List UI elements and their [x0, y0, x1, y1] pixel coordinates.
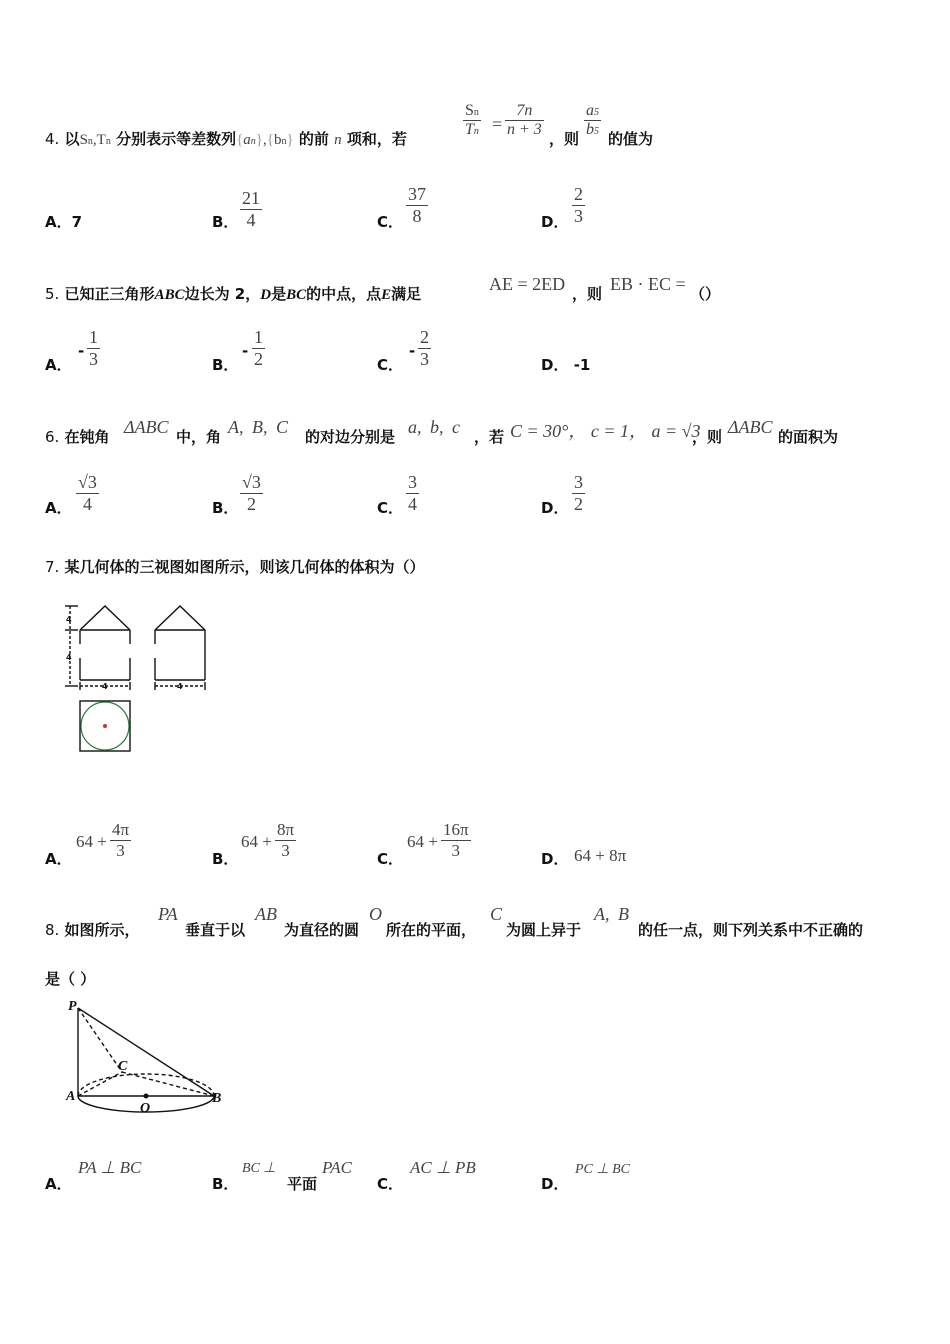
- q5-option-a[interactable]: $\frac{1}{3}$: [89, 327, 98, 369]
- q5-option-b[interactable]: $\frac{1}{2}$: [254, 327, 263, 369]
- three-view-figure: [62, 600, 222, 760]
- q4-frac-7n: $\frac{7n}{n + 3}$: [507, 102, 542, 138]
- q6-option-d-label[interactable]: D．: [541, 499, 569, 517]
- dim-label: 4: [177, 682, 183, 691]
- q4-option-d[interactable]: $\frac{2}{3}$: [574, 184, 583, 226]
- q6-option-d[interactable]: $\frac{3}{2}$: [574, 472, 583, 514]
- q8-option-c-label[interactable]: C．: [377, 1175, 404, 1193]
- q4-option-c[interactable]: $\frac{37}{8}$: [408, 184, 426, 226]
- q6-option-c[interactable]: $\frac{3}{4}$: [408, 472, 417, 514]
- q7-option-c-label[interactable]: C．: [377, 850, 404, 868]
- q8-option-a-label[interactable]: A．: [45, 1175, 72, 1193]
- q5-option-a-label[interactable]: A．: [45, 356, 72, 374]
- q7-stem: 7. 某几何体的三视图如图所示，则该几何体的体积为（）: [45, 558, 425, 576]
- q7-option-a[interactable]: $\frac{4\pi}{3}$: [112, 820, 130, 860]
- point-label-p: P: [68, 999, 77, 1014]
- q4-option-c-label[interactable]: C．: [377, 213, 404, 231]
- q7-option-d[interactable]: 64 + 8π: [574, 846, 627, 865]
- q4-option-d-label[interactable]: D．: [541, 213, 569, 231]
- q7-option-d-label[interactable]: D．: [541, 850, 569, 868]
- point-label-c: C: [118, 1059, 128, 1074]
- q8-option-b[interactable]: BC ⊥: [242, 1161, 276, 1176]
- q8-option-a[interactable]: PA ⊥ BC: [78, 1158, 142, 1177]
- q7-option-a-label[interactable]: A．: [45, 850, 72, 868]
- dim-label: 4: [66, 653, 72, 662]
- q6-option-a[interactable]: $\frac{√3}{4}$: [78, 472, 97, 514]
- dim-label: 4: [102, 682, 108, 691]
- q7-option-b-label[interactable]: B．: [212, 850, 239, 868]
- geometry-figure: [62, 996, 232, 1121]
- q4-option-b-label[interactable]: B．: [212, 213, 239, 231]
- q5-option-c[interactable]: $\frac{2}{3}$: [420, 327, 429, 369]
- q6-option-c-label[interactable]: C．: [377, 499, 404, 517]
- q4-frac-st: $\frac{Sn}{Tn}$: [465, 102, 479, 138]
- q6-option-b-label[interactable]: B．: [212, 499, 239, 517]
- point-label-a: A: [66, 1089, 76, 1104]
- q6-option-b[interactable]: $\frac{√3}{2}$: [242, 472, 261, 514]
- q8-option-c[interactable]: AC ⊥ PB: [410, 1158, 476, 1177]
- point-label-b: B: [212, 1091, 222, 1106]
- q4-frac-ab: $\frac{a5}{b5}$: [586, 102, 599, 138]
- q8-option-d-label[interactable]: D．: [541, 1175, 569, 1193]
- q4-option-b[interactable]: $\frac{21}{4}$: [242, 188, 260, 230]
- q5-option-b-label[interactable]: B．: [212, 356, 239, 374]
- q7-option-b[interactable]: $\frac{8\pi}{3}$: [277, 820, 295, 860]
- q5-option-c-label[interactable]: C．: [377, 356, 404, 374]
- q5-stem: 5. 已知正三角形ABC边长为 2，D是BC的中点，点E满足: [45, 285, 422, 303]
- q7-option-c[interactable]: $\frac{16\pi}{3}$: [443, 820, 469, 860]
- q8-option-b-label[interactable]: B．: [212, 1175, 239, 1193]
- q5-option-d[interactable]: D． -1: [541, 356, 591, 374]
- q4-option-a[interactable]: A．7: [45, 213, 83, 231]
- q6-option-a-label[interactable]: A．: [45, 499, 72, 517]
- q4-stem: 4. 以Sn,Tn 分别表示等差数列{an},{bn} 的前 n 项和，若: [45, 130, 407, 148]
- dim-label: 4: [66, 615, 72, 624]
- q8-option-d[interactable]: PC ⊥ BC: [575, 1162, 630, 1177]
- point-label-o: O: [140, 1101, 151, 1116]
